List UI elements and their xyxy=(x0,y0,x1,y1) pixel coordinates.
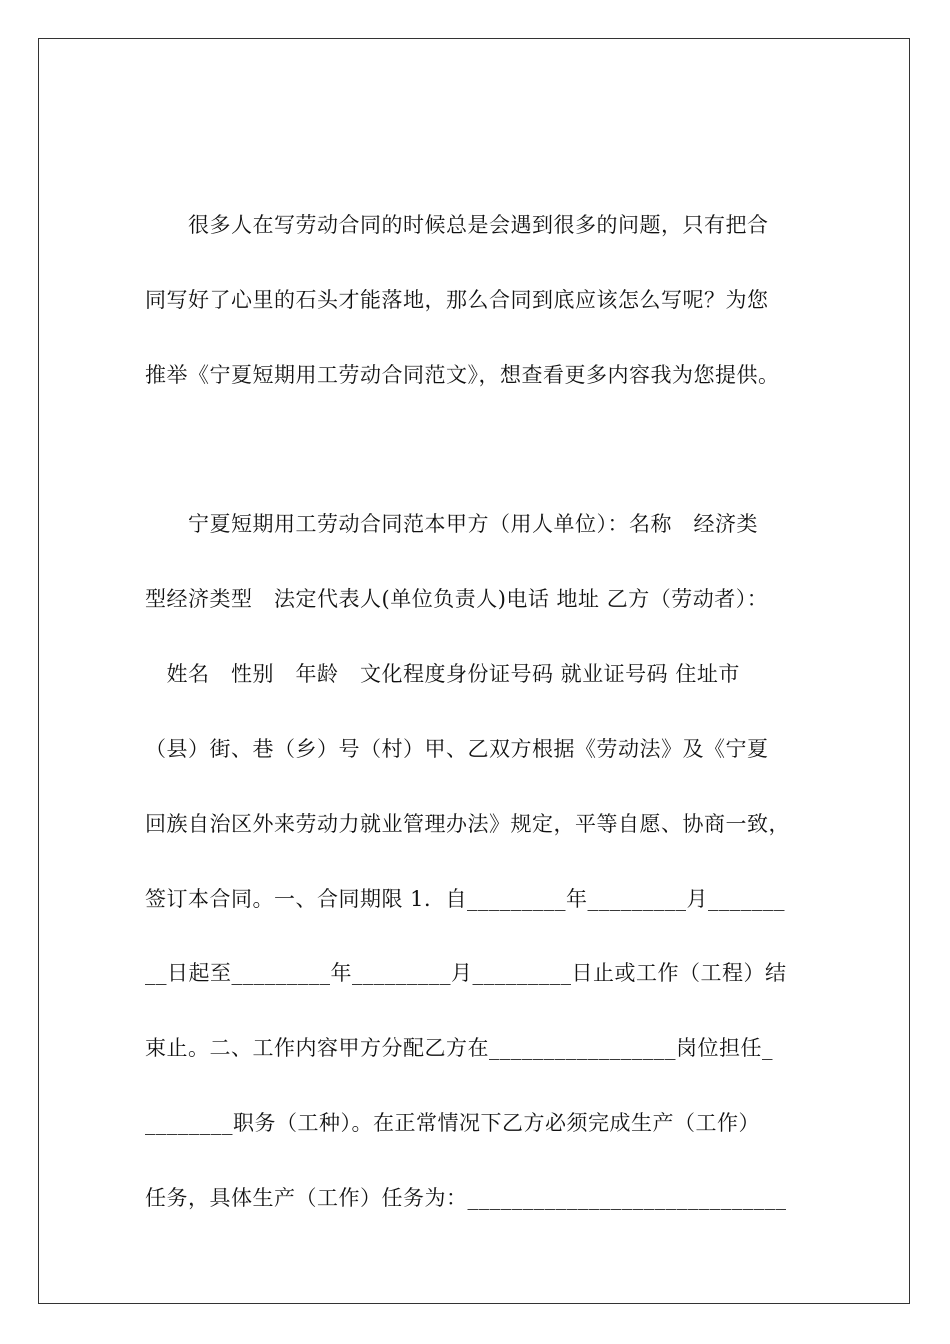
body-line-3: 姓名 性别 年龄 文化程度身份证号码 就业证号码 住址市 xyxy=(145,662,740,686)
body-line-10: 任务，具体生产（工作）任务为：_____________________________ xyxy=(145,1186,787,1210)
body-line-6: 签订本合同。一、合同期限 1．自_________年_________月_______ xyxy=(145,887,786,911)
intro-line-1: 很多人在写劳动合同的时候总是会遇到很多的问题，只有把合 xyxy=(145,213,769,237)
body-line-4: （县）街、巷（乡）号（村）甲、乙双方根据《劳动法》及《宁夏 xyxy=(145,737,769,761)
body-line-9: ________职务（工种）。在正常情况下乙方必须完成生产（工作） xyxy=(145,1111,760,1135)
body-line-5: 回族自治区外来劳动力就业管理办法》规定，平等自愿、协商一致， xyxy=(145,812,790,836)
body-line-2: 型经济类型 法定代表人(单位负责人)电话 地址 乙方（劳动者）： xyxy=(145,587,769,611)
body-line-7: __日起至_________年_________月_________日止或工作（工程）结 xyxy=(145,961,787,985)
intro-line-2: 同写好了心里的石头才能落地，那么合同到底应该怎么写呢？为您 xyxy=(145,288,769,312)
body-line-1: 宁夏短期用工劳动合同范本甲方（用人单位）：名称 经济类 xyxy=(145,512,758,536)
body-line-8: 束止。二、工作内容甲方分配乙方在_________________岗位担任_ xyxy=(145,1036,773,1060)
intro-line-3: 推举《宁夏短期用工劳动合同范文》，想查看更多内容我为您提供。 xyxy=(145,363,780,387)
